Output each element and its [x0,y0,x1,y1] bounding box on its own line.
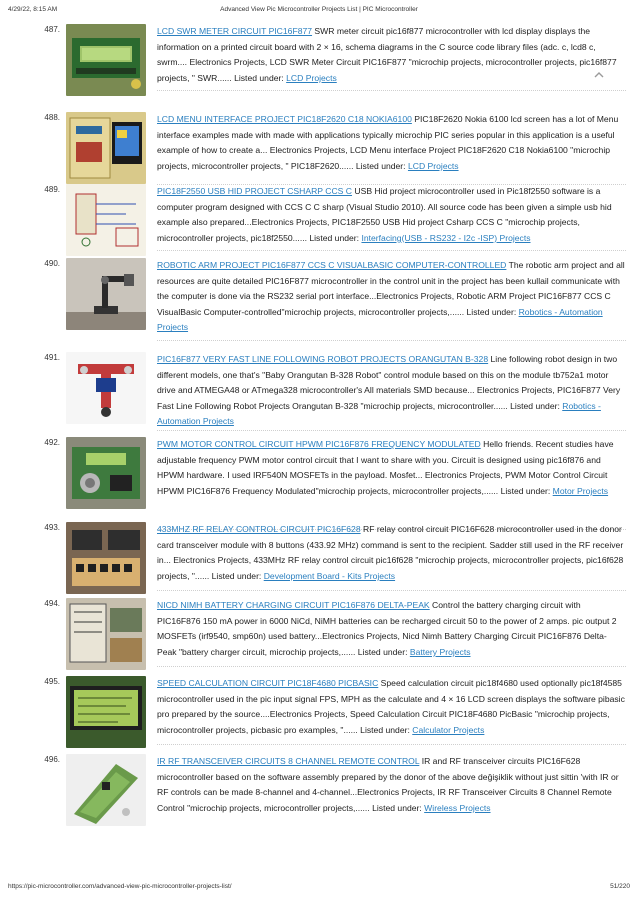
project-thumbnail[interactable] [66,437,146,509]
project-link[interactable]: NICD NIMH BATTERY CHARGING CIRCUIT PIC16F876 DELTA-PEAK [157,600,430,610]
divider [157,340,626,341]
category-link[interactable]: Battery Projects [409,646,471,657]
project-thumbnail[interactable] [66,24,146,96]
divider [157,250,626,251]
category-link[interactable]: Wireless Projects [424,802,491,813]
item-description: Control the battery charging circuit with PIC16F876 150 mA power in 6000 NiCd, NiMH batteries can be recharged circuit 50 to the power of 2 amps. pic output 2 MOSFETs (irf9540, smp60n) used battery...Electronics Projects, Nicd Nimh Battery Charging Circuit PIC16F876 Delta-Peak "battery charger circuit, microchip projects,...... Listed under: [157,600,617,657]
project-link[interactable]: PWM MOTOR CONTROL CIRCUIT HPWM PIC16F876 FREQUENCY MODULATED [157,439,481,449]
item-description: SWR meter circuit pic16f877 microcontroller with lcd display displays the information on a printed circuit board with 2 × 16, schema diagrams in the C source code library files (adc. c, lcd8 c, swrm.... Electronics Projects, LCD SWR Meter Circuit PIC16F877 "microchip projects, microcontroller projects, pic16f877 projects, " SWR...... Listed under: [157,26,617,83]
category-link[interactable]: LCD Projects [286,72,337,83]
divider [157,666,626,667]
item-text [157,352,626,430]
print-date: 4/29/22, 8:15 AM [8,6,58,13]
category-link[interactable]: Motor Projects [552,485,609,496]
project-link[interactable]: PIC16F877 VERY FAST LINE FOLLOWING ROBOT PROJECTS ORANGUTAN B-328 [157,354,489,364]
item-description: USB Hid project microcontroller used in Pic18f2550 software is a computer program designed with CCS C C sharp (Visual Studio 2010). All source code has been given a simple usb hid example also prepared...Electronics Projects, PIC18F2550 USB Hid project Csharp CCS C "microchip projects, microcontroller projects, pic18f2550...... Listed under: [157,186,612,243]
list-item [0,180,638,260]
item-number: 496. [44,755,60,764]
list-item [0,20,638,100]
print-title: Advanced View Pic Microcontroller Projects List | PIC Microcontroller [220,6,418,13]
project-thumbnail[interactable] [66,184,146,256]
item-text [157,24,626,86]
list-item [0,108,638,188]
print-header [8,6,630,18]
category-link[interactable]: Development Board - Kits Projects [263,570,396,581]
list-item [0,433,638,518]
project-link[interactable]: LCD SWR METER CIRCUIT PIC16F877 [157,26,313,36]
item-description: RF relay control circuit PIC16F628 microcontroller used in the donor card transceiver module with 8 buttons (433.92 MHz) command is sent to the recipient. Sadder still used in the RF receiver in... Electronics Projects, 433MHz RF relay control circuit pic16f628 "microchip projects, microcontroller projects, pic16f628 projects, "...... Listed under: [157,524,624,581]
divider [157,590,626,591]
project-link[interactable]: 433MHZ RF RELAY CONTROL CIRCUIT PIC16F628 [157,524,361,534]
category-link[interactable]: LCD Projects [407,160,459,171]
print-footer [8,883,630,893]
item-text [157,598,626,660]
project-link[interactable]: SPEED CALCULATION CIRCUIT PIC18F4680 PICBASIC [157,678,379,688]
item-text [157,754,626,816]
item-number: 492. [44,438,60,447]
item-number: 493. [44,523,60,532]
item-description: Hello friends. Recent studies have adjustable frequency PWM motor control circuit that I want to share with you. Circuit is designed using pic16f876 and HPWM hardware. I used IRF540N MOSFETs in the payload. Mosfet... Electronics Projects, PWM Motor Control Circuit HPWM PIC16F876 Frequency Modulated"microchip projects, microcontroller projects,...... Listed under: [157,439,614,496]
item-text [157,258,626,336]
category-link[interactable]: Calculator Projects [412,724,485,735]
divider [157,90,626,91]
project-thumbnail[interactable] [66,754,146,826]
item-description: IR and RF transceiver circuits PIC16F628 microcontroller based on the software assembly prepared by the donor of the above değişiklik without just sittin 'with IR or RF controls can be made 8-channel and 4-channel...Electronics Projects, IR RF Transceiver Circuits 8 Channel Remote Control "microchip projects, microcontroller projects,...... Listed under: [157,756,619,813]
project-thumbnail[interactable] [66,352,146,424]
list-item [0,518,638,598]
category-link[interactable]: Interfacing(USB - RS232 - I2c -ISP) Projects [361,232,531,243]
print-url: https://pic-microcontroller.com/advanced-view-pic-microcontroller-projects-list/ [8,883,232,890]
item-number: 488. [44,113,60,122]
item-number: 494. [44,599,60,608]
page-number: 51/220 [610,883,630,890]
project-thumbnail[interactable] [66,598,146,670]
item-text [157,522,626,584]
category-link[interactable]: Robotics - Automation Projects [157,306,603,333]
item-number: 487. [44,25,60,34]
item-number: 490. [44,259,60,268]
list-item [0,594,638,674]
category-link[interactable]: Robotics - Automation Projects [157,400,601,427]
item-description: PIC18F2620 Nokia 6100 lcd screen has a lot of Menu interface examples made with made with applications typically microchip PIC series popular in this application is a useful example of how to create a... Electronics Projects, LCD Menu interface Project PIC18F2620 C18 Nokia6100 "microchip projects, microcontroller projects, " PIC18F2620...... Listed under: [157,114,619,171]
project-thumbnail[interactable] [66,112,146,184]
list-item [0,254,638,344]
item-number: 495. [44,677,60,686]
item-text [157,676,626,738]
item-number: 491. [44,353,60,362]
project-link[interactable]: ROBOTIC ARM PROJECT PIC16F877 CCS C VISUALBASIC COMPUTER-CONTROLLED [157,260,507,270]
divider [157,430,626,431]
item-text [157,112,626,174]
item-description: Line following robot design in two different models, one that's "Baby Orangutan B-328 Robot" control module based on this on the module tb752a1 motor drive and ATMEGA48 or ATmega328 microcontroller's All materials SMD because... Electronics Projects, PIC16F877 Very Fast Line Following Robot Projects Orangutan B-328 "microchip projects, microcontroller...... Listed under: [157,354,621,411]
project-link[interactable]: LCD MENU INTERFACE PROJECT PIC18F2620 C18 NOKIA6100 [157,114,412,124]
divider [157,744,626,745]
item-number: 489. [44,185,60,194]
item-description: The robotic arm project and all resources are quite detailed PIC16F877 microcontroller in the control unit in the project has been kullail communicate with the computer is done via the RS232 serial port interface...Electronics Projects, Robotic ARM Project PIC16F877 CCS C VisualBasic Computer-controlled"microchip projects, microcontroller projects,...... Listed under: [157,260,625,317]
item-text [157,437,626,499]
project-thumbnail[interactable] [66,258,146,330]
project-link[interactable]: PIC18F2550 USB HID PROJECT CSHARP CCS C [157,186,353,196]
list-item [0,672,638,752]
project-link[interactable]: IR RF TRANSCEIVER CIRCUITS 8 CHANNEL REMOTE CONTROL [157,756,420,766]
item-text [157,184,626,246]
project-thumbnail[interactable] [66,522,146,594]
item-description: Speed calculation circuit pic18f4680 used optionally pic18f4585 microcontroller used in the pic input signal FPS, MPH as the calculate and 4 × 16 LCD screen displays the software pibasic pro prepared by the source....Electronics Projects, Speed Calculation Circuit PIC18F4680 PicBasic "microchip projects, microcontroller projects, picbasic pro examples, "...... Listed under: [157,678,625,735]
list-item [0,750,638,835]
list-item [0,348,638,433]
project-thumbnail[interactable] [66,676,146,748]
